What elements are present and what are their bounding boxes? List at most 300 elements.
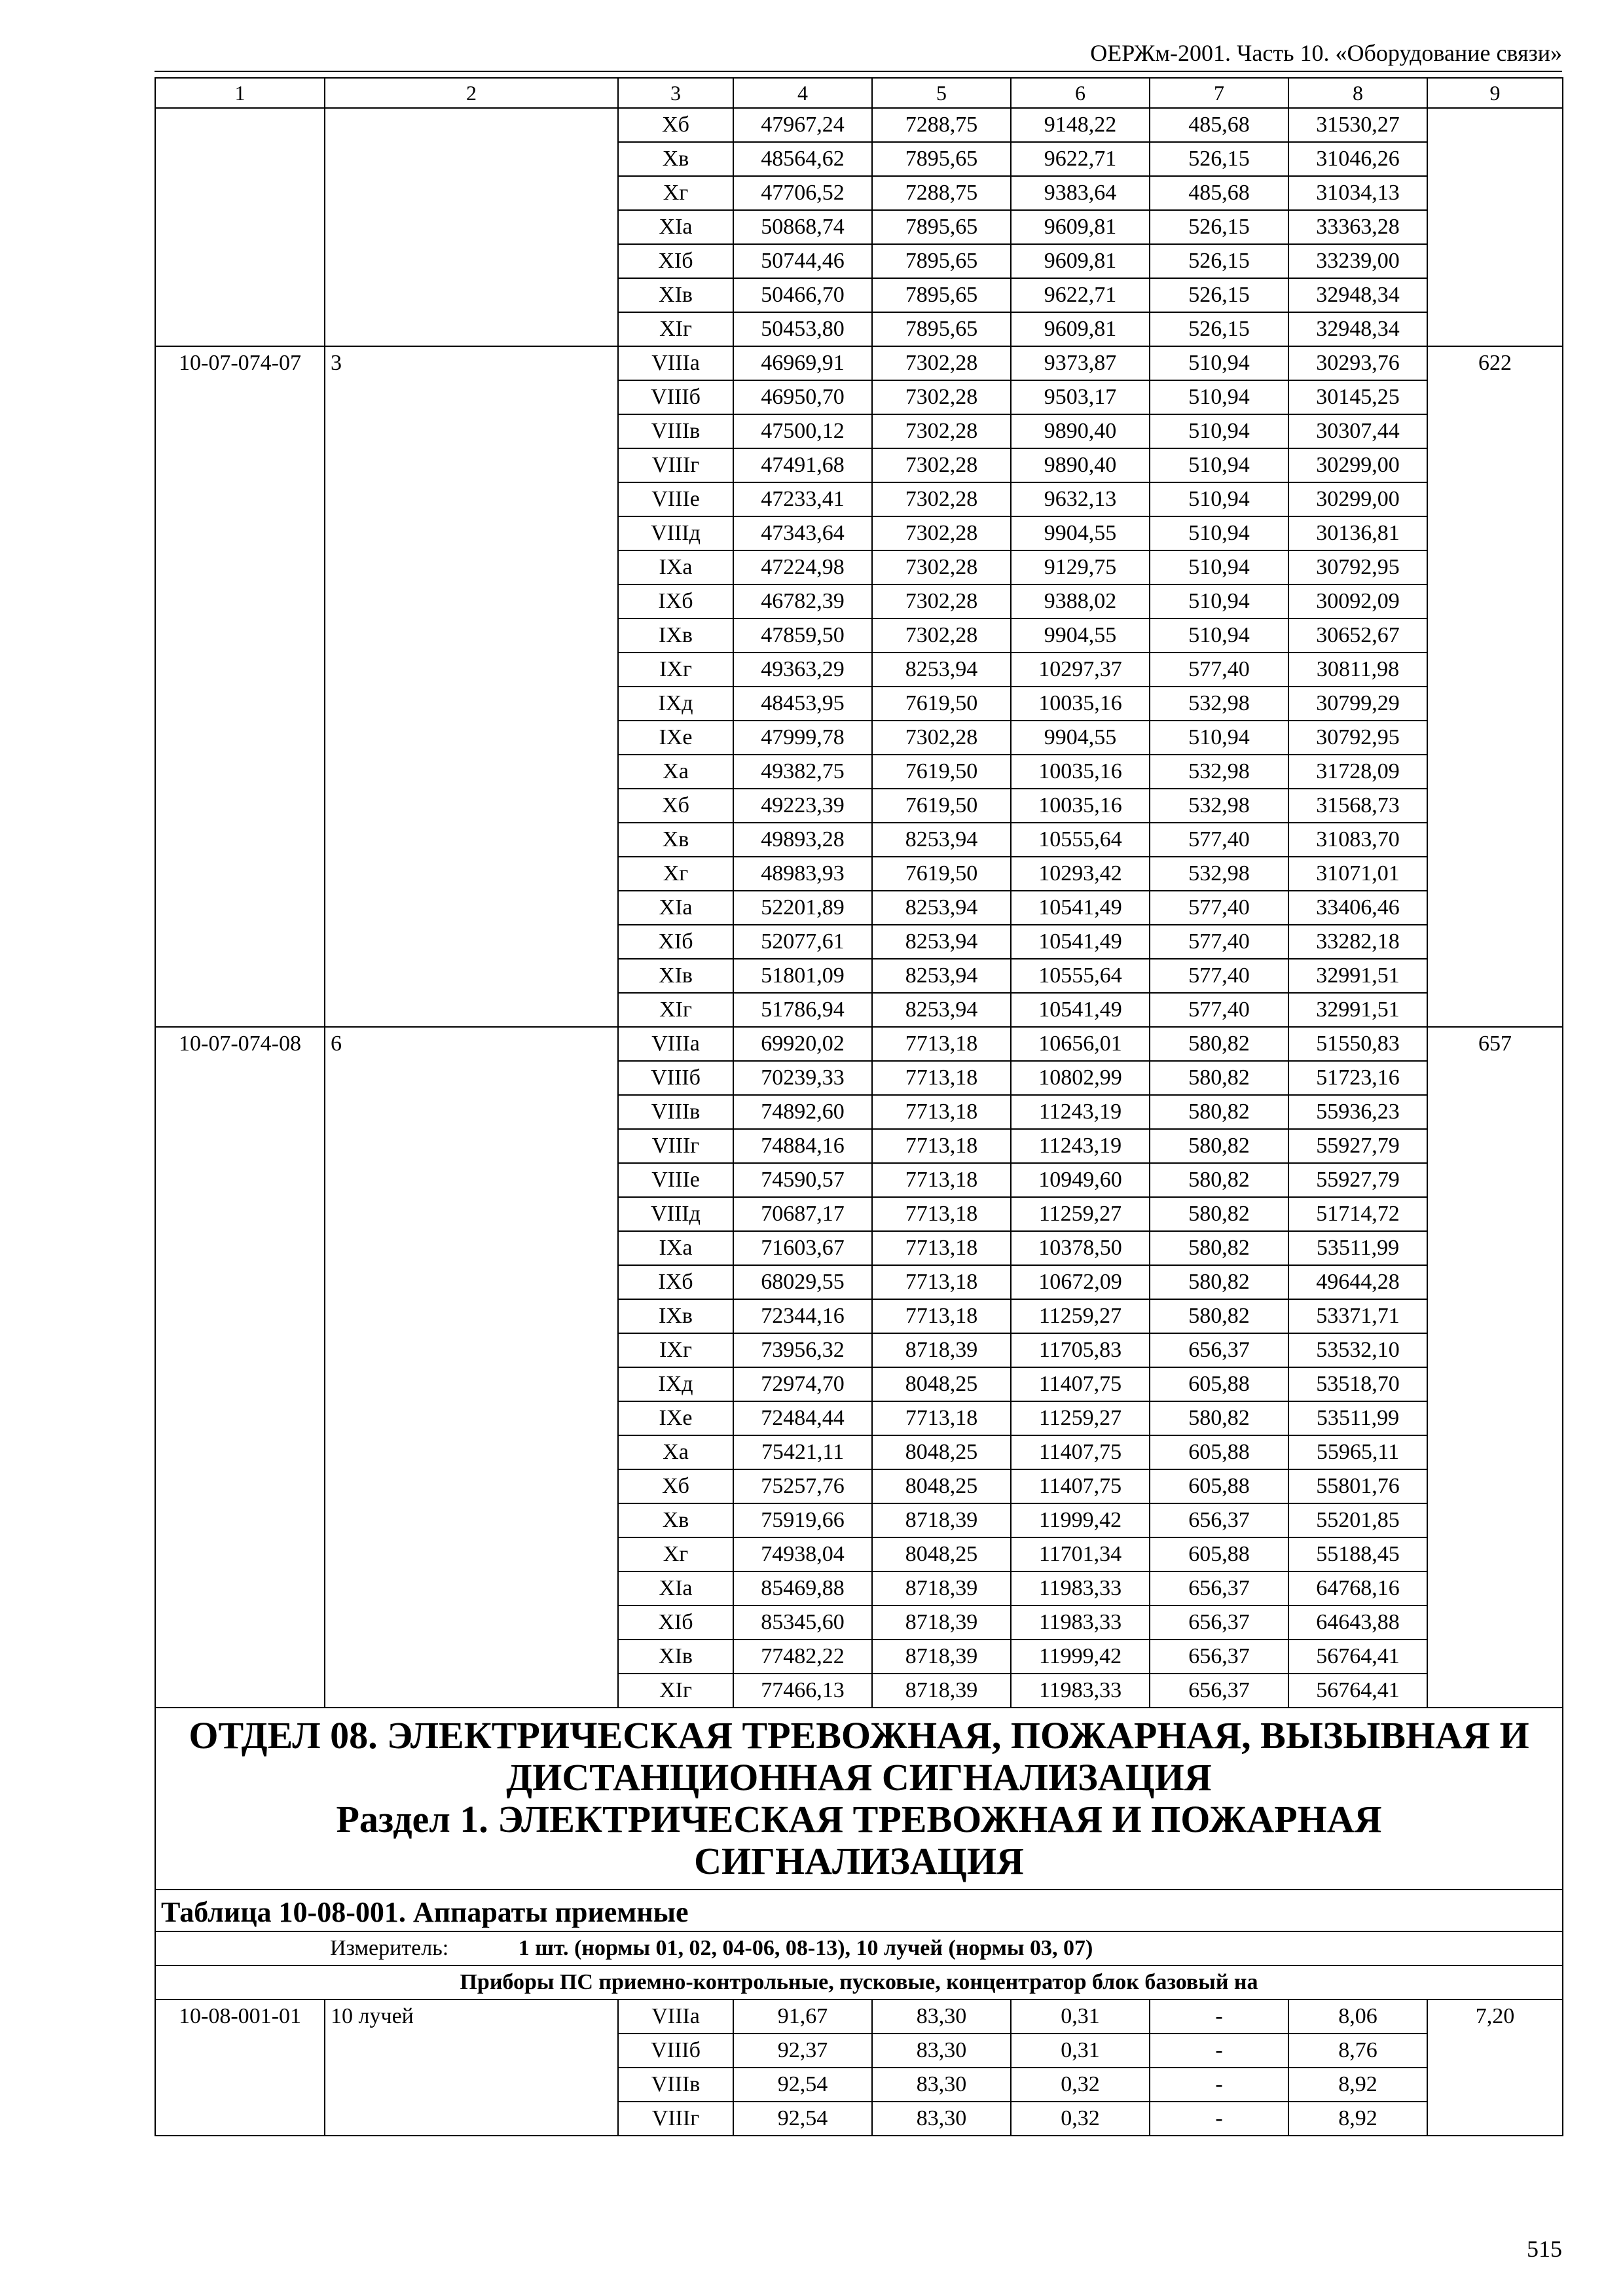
value-cell: 30652,67	[1288, 619, 1427, 653]
value-cell: 92,37	[733, 2034, 872, 2068]
zone-cell: Xб	[618, 789, 733, 823]
value-cell: 92,54	[733, 2102, 872, 2136]
section-heading-line: СИГНАЛИЗАЦИЯ	[694, 1840, 1024, 1882]
table-row	[155, 1027, 1563, 1061]
norm-group-10-08-001-01	[155, 2000, 1563, 2136]
value-cell: 11407,75	[1011, 1435, 1150, 1469]
value-cell: 31083,70	[1288, 823, 1427, 857]
value-cell: 55201,85	[1288, 1503, 1427, 1537]
value-cell: 72974,70	[733, 1367, 872, 1401]
value-cell: 56764,41	[1288, 1674, 1427, 1708]
value-cell: 49893,28	[733, 823, 872, 857]
value-cell: 8718,39	[872, 1571, 1011, 1605]
value-cell: 30293,76	[1288, 346, 1427, 380]
value-cell: 92,54	[733, 2068, 872, 2102]
value-cell: 9622,71	[1011, 278, 1150, 312]
value-cell: 30792,95	[1288, 721, 1427, 755]
value-cell: 47859,50	[733, 619, 872, 653]
column-number: 8	[1288, 78, 1427, 108]
value-cell: 74590,57	[733, 1163, 872, 1197]
value-cell: 33239,00	[1288, 244, 1427, 278]
value-cell: 9383,64	[1011, 176, 1150, 210]
value-cell: 510,94	[1150, 550, 1288, 584]
value-cell: 605,88	[1150, 1367, 1288, 1401]
value-cell: 8253,94	[872, 653, 1011, 687]
table-row	[155, 108, 1563, 142]
value-cell: 8,76	[1288, 2034, 1427, 2068]
value-cell: 9129,75	[1011, 550, 1150, 584]
value-cell: 53511,99	[1288, 1401, 1427, 1435]
value-cell: 11259,27	[1011, 1197, 1150, 1231]
value-cell: 10035,16	[1011, 687, 1150, 721]
value-cell: 580,82	[1150, 1231, 1288, 1265]
zone-cell: IXд	[618, 687, 733, 721]
value-cell: 510,94	[1150, 380, 1288, 414]
value-cell: 7302,28	[872, 482, 1011, 516]
value-cell: 9373,87	[1011, 346, 1150, 380]
value-cell: 46782,39	[733, 584, 872, 619]
table-row	[155, 346, 1563, 380]
value-cell: 33282,18	[1288, 925, 1427, 959]
zone-cell: IXг	[618, 653, 733, 687]
value-cell: 8718,39	[872, 1605, 1011, 1640]
value-cell: 46969,91	[733, 346, 872, 380]
norm-value: 657	[1427, 1027, 1563, 1708]
zone-cell: XIа	[618, 1571, 733, 1605]
zone-cell: Xв	[618, 142, 733, 176]
table-row	[155, 2000, 1563, 2034]
value-cell: 8718,39	[872, 1674, 1011, 1708]
value-cell: 532,98	[1150, 789, 1288, 823]
value-cell: 9890,40	[1011, 414, 1150, 448]
value-cell: 51723,16	[1288, 1061, 1427, 1095]
value-cell: 83,30	[872, 2068, 1011, 2102]
zone-cell: IXе	[618, 721, 733, 755]
value-cell: 7713,18	[872, 1163, 1011, 1197]
value-cell: 7895,65	[872, 142, 1011, 176]
value-cell: 532,98	[1150, 755, 1288, 789]
value-cell: 53511,99	[1288, 1231, 1427, 1265]
column-number: 5	[872, 78, 1011, 108]
value-cell: 656,37	[1150, 1640, 1288, 1674]
value-cell: 526,15	[1150, 142, 1288, 176]
section-heading-line: ДИСТАНЦИОННАЯ СИГНАЛИЗАЦИЯ	[506, 1756, 1212, 1799]
subheading-row	[155, 1965, 1563, 2000]
value-cell: -	[1150, 2000, 1288, 2034]
value-cell: 510,94	[1150, 482, 1288, 516]
value-cell: 7895,65	[872, 244, 1011, 278]
zone-cell: VIIIб	[618, 2034, 733, 2068]
column-number: 4	[733, 78, 872, 108]
value-cell: 30092,09	[1288, 584, 1427, 619]
value-cell: 31728,09	[1288, 755, 1427, 789]
value-cell: 10541,49	[1011, 925, 1150, 959]
rates-table-body	[155, 78, 1563, 108]
value-cell: 7713,18	[872, 1095, 1011, 1129]
value-cell: 580,82	[1150, 1061, 1288, 1095]
zone-cell: XIг	[618, 1674, 733, 1708]
value-cell: 47967,24	[733, 108, 872, 142]
value-cell: 55936,23	[1288, 1095, 1427, 1129]
value-cell: 7302,28	[872, 414, 1011, 448]
norm-code: 10-07-074-07	[155, 346, 325, 1027]
value-cell: 47500,12	[733, 414, 872, 448]
zone-cell: VIIIа	[618, 1027, 733, 1061]
value-cell: 656,37	[1150, 1503, 1288, 1537]
zone-cell: Xг	[618, 1537, 733, 1571]
norm-code	[155, 108, 325, 346]
value-cell: 7302,28	[872, 721, 1011, 755]
value-cell: 8718,39	[872, 1503, 1011, 1537]
value-cell: 11407,75	[1011, 1367, 1150, 1401]
value-cell: 532,98	[1150, 687, 1288, 721]
value-cell: 7619,50	[872, 789, 1011, 823]
value-cell: 7302,28	[872, 380, 1011, 414]
value-cell: 510,94	[1150, 346, 1288, 380]
value-cell: 30145,25	[1288, 380, 1427, 414]
zone-cell: XIв	[618, 278, 733, 312]
value-cell: 656,37	[1150, 1571, 1288, 1605]
norm-code: 10-07-074-08	[155, 1027, 325, 1708]
value-cell: 50466,70	[733, 278, 872, 312]
section-heading-row	[155, 1708, 1563, 1890]
value-cell: 11999,42	[1011, 1640, 1150, 1674]
value-cell: 7713,18	[872, 1265, 1011, 1299]
value-cell: 7619,50	[872, 857, 1011, 891]
section-heading-line: Раздел 1. ЭЛЕКТРИЧЕСКАЯ ТРЕВОЖНАЯ И ПОЖАРНАЯ	[336, 1798, 1382, 1840]
norm-description: 10 лучей	[325, 2000, 618, 2136]
value-cell: 7895,65	[872, 312, 1011, 346]
value-cell: 9503,17	[1011, 380, 1150, 414]
value-cell: 56764,41	[1288, 1640, 1427, 1674]
zone-cell: XIв	[618, 1640, 733, 1674]
value-cell: 7302,28	[872, 516, 1011, 550]
value-cell: 52201,89	[733, 891, 872, 925]
value-cell: 71603,67	[733, 1231, 872, 1265]
zone-cell: Xв	[618, 823, 733, 857]
value-cell: 9148,22	[1011, 108, 1150, 142]
value-cell: 0,32	[1011, 2102, 1150, 2136]
value-cell: 8,06	[1288, 2000, 1427, 2034]
column-number-row	[155, 78, 1563, 108]
value-cell: 7302,28	[872, 346, 1011, 380]
value-cell: 83,30	[872, 2000, 1011, 2034]
value-cell: 33363,28	[1288, 210, 1427, 244]
column-number: 1	[155, 78, 325, 108]
zone-cell: XIа	[618, 210, 733, 244]
value-cell: 11243,19	[1011, 1129, 1150, 1163]
value-cell: 32948,34	[1288, 312, 1427, 346]
value-cell: 7713,18	[872, 1231, 1011, 1265]
value-cell: 47706,52	[733, 176, 872, 210]
value-cell: 8718,39	[872, 1640, 1011, 1674]
value-cell: 526,15	[1150, 278, 1288, 312]
norm-description: 3	[325, 346, 618, 1027]
value-cell: 10378,50	[1011, 1231, 1150, 1265]
value-cell: 656,37	[1150, 1605, 1288, 1640]
zone-cell: IXа	[618, 1231, 733, 1265]
value-cell: 9904,55	[1011, 619, 1150, 653]
column-number: 9	[1427, 78, 1563, 108]
value-cell: 70687,17	[733, 1197, 872, 1231]
zone-cell: IXа	[618, 550, 733, 584]
value-cell: 9609,81	[1011, 244, 1150, 278]
zone-cell: XIв	[618, 959, 733, 993]
value-cell: -	[1150, 2102, 1288, 2136]
value-cell: 33406,46	[1288, 891, 1427, 925]
column-number: 6	[1011, 78, 1150, 108]
zone-cell: VIIIв	[618, 414, 733, 448]
value-cell: 605,88	[1150, 1537, 1288, 1571]
value-cell: 7302,28	[872, 550, 1011, 584]
value-cell: 0,31	[1011, 2034, 1150, 2068]
zone-cell: IXб	[618, 584, 733, 619]
value-cell: 0,31	[1011, 2000, 1150, 2034]
zone-cell: VIIIе	[618, 482, 733, 516]
value-cell: 8048,25	[872, 1435, 1011, 1469]
zone-cell: Xа	[618, 755, 733, 789]
value-cell: 510,94	[1150, 721, 1288, 755]
value-cell: 50868,74	[733, 210, 872, 244]
meter-value: 1 шт. (нормы 01, 02, 04-06, 08-13), 10 лучей (нормы 03, 07)	[518, 1936, 1093, 1960]
norm-value: 7,20	[1427, 2000, 1563, 2136]
value-cell: 49382,75	[733, 755, 872, 789]
value-cell: 49644,28	[1288, 1265, 1427, 1299]
value-cell: 7288,75	[872, 176, 1011, 210]
column-number: 3	[618, 78, 733, 108]
zone-cell: Xг	[618, 176, 733, 210]
value-cell: 580,82	[1150, 1265, 1288, 1299]
value-cell: 51550,83	[1288, 1027, 1427, 1061]
value-cell: 510,94	[1150, 448, 1288, 482]
value-cell: 9609,81	[1011, 210, 1150, 244]
value-cell: 47491,68	[733, 448, 872, 482]
value-cell: 7895,65	[872, 210, 1011, 244]
value-cell: 77466,13	[733, 1674, 872, 1708]
norm-code: 10-08-001-01	[155, 2000, 325, 2136]
value-cell: 7288,75	[872, 108, 1011, 142]
value-cell: 605,88	[1150, 1435, 1288, 1469]
value-cell: 8253,94	[872, 959, 1011, 993]
norm-value: 622	[1427, 346, 1563, 1027]
value-cell: 10555,64	[1011, 823, 1150, 857]
value-cell: 30299,00	[1288, 448, 1427, 482]
value-cell: 8718,39	[872, 1333, 1011, 1367]
value-cell: 64768,16	[1288, 1571, 1427, 1605]
value-cell: 510,94	[1150, 619, 1288, 653]
column-number: 2	[325, 78, 618, 108]
zone-cell: IXе	[618, 1401, 733, 1435]
value-cell: 10672,09	[1011, 1265, 1150, 1299]
value-cell: 580,82	[1150, 1027, 1288, 1061]
zone-cell: VIIIа	[618, 346, 733, 380]
meter-row	[155, 1931, 1563, 1965]
value-cell: 9622,71	[1011, 142, 1150, 176]
value-cell: 7302,28	[872, 619, 1011, 653]
zone-cell: IXв	[618, 619, 733, 653]
value-cell: 30799,29	[1288, 687, 1427, 721]
norm-description: 6	[325, 1027, 618, 1708]
value-cell: 46950,70	[733, 380, 872, 414]
value-cell: 10949,60	[1011, 1163, 1150, 1197]
value-cell: 11407,75	[1011, 1469, 1150, 1503]
value-cell: 510,94	[1150, 516, 1288, 550]
value-cell: 74884,16	[733, 1129, 872, 1163]
zone-cell: Xб	[618, 108, 733, 142]
value-cell: 49223,39	[733, 789, 872, 823]
value-cell: 64643,88	[1288, 1605, 1427, 1640]
value-cell: 510,94	[1150, 414, 1288, 448]
value-cell: 580,82	[1150, 1095, 1288, 1129]
value-cell: 8048,25	[872, 1367, 1011, 1401]
value-cell: 53532,10	[1288, 1333, 1427, 1367]
value-cell: 8048,25	[872, 1469, 1011, 1503]
value-cell: 8,92	[1288, 2102, 1427, 2136]
value-cell: 31071,01	[1288, 857, 1427, 891]
zone-cell: Xб	[618, 1469, 733, 1503]
value-cell: 50453,80	[733, 312, 872, 346]
value-cell: 51714,72	[1288, 1197, 1427, 1231]
value-cell: 7619,50	[872, 755, 1011, 789]
zone-cell: VIIIв	[618, 1095, 733, 1129]
value-cell: 10555,64	[1011, 959, 1150, 993]
value-cell: 49363,29	[733, 653, 872, 687]
value-cell: 85345,60	[733, 1605, 872, 1640]
value-cell: 55965,11	[1288, 1435, 1427, 1469]
value-cell: 7713,18	[872, 1027, 1011, 1061]
column-number: 7	[1150, 78, 1288, 108]
value-cell: 47224,98	[733, 550, 872, 584]
table-title: Таблица 10-08-001. Аппараты приемные	[155, 1890, 1563, 1931]
value-cell: 7713,18	[872, 1197, 1011, 1231]
value-cell: 7713,18	[872, 1299, 1011, 1333]
value-cell: 580,82	[1150, 1163, 1288, 1197]
zone-cell: IXд	[618, 1367, 733, 1401]
value-cell: 526,15	[1150, 210, 1288, 244]
value-cell: 577,40	[1150, 653, 1288, 687]
value-cell: 9632,13	[1011, 482, 1150, 516]
subheading: Приборы ПС приемно-контрольные, пусковые, концентратор блок базовый на	[155, 1965, 1563, 2000]
zone-cell: XIг	[618, 993, 733, 1027]
value-cell: 10802,99	[1011, 1061, 1150, 1095]
value-cell: 8253,94	[872, 891, 1011, 925]
zone-cell: IXв	[618, 1299, 733, 1333]
value-cell: 10293,42	[1011, 857, 1150, 891]
value-cell: 605,88	[1150, 1469, 1288, 1503]
value-cell: 48453,95	[733, 687, 872, 721]
value-cell: 577,40	[1150, 959, 1288, 993]
value-cell: 9609,81	[1011, 312, 1150, 346]
value-cell: 50744,46	[733, 244, 872, 278]
value-cell: 30299,00	[1288, 482, 1427, 516]
rates-table	[155, 77, 1563, 2136]
value-cell: 526,15	[1150, 312, 1288, 346]
zone-cell: XIг	[618, 312, 733, 346]
zone-cell: IXг	[618, 1333, 733, 1367]
value-cell: 577,40	[1150, 891, 1288, 925]
value-cell: 91,67	[733, 2000, 872, 2034]
value-cell: 8048,25	[872, 1537, 1011, 1571]
value-cell: 577,40	[1150, 823, 1288, 857]
zone-cell: VIIIд	[618, 516, 733, 550]
value-cell: 8253,94	[872, 925, 1011, 959]
value-cell: 7713,18	[872, 1061, 1011, 1095]
value-cell: 656,37	[1150, 1333, 1288, 1367]
value-cell: 9388,02	[1011, 584, 1150, 619]
value-cell: 32948,34	[1288, 278, 1427, 312]
value-cell: 30136,81	[1288, 516, 1427, 550]
value-cell: 75919,66	[733, 1503, 872, 1537]
value-cell: 656,37	[1150, 1674, 1288, 1708]
zone-cell: VIIIг	[618, 2102, 733, 2136]
value-cell: 30811,98	[1288, 653, 1427, 687]
value-cell: 8,92	[1288, 2068, 1427, 2102]
value-cell: 8253,94	[872, 823, 1011, 857]
value-cell: 7713,18	[872, 1129, 1011, 1163]
value-cell: 85469,88	[733, 1571, 872, 1605]
value-cell: 10541,49	[1011, 891, 1150, 925]
value-cell: 32991,51	[1288, 959, 1427, 993]
value-cell: 75421,11	[733, 1435, 872, 1469]
value-cell: 11999,42	[1011, 1503, 1150, 1537]
value-cell: 55188,45	[1288, 1537, 1427, 1571]
section-block	[155, 1708, 1563, 2000]
zone-cell: VIIIв	[618, 2068, 733, 2102]
zone-cell: Xв	[618, 1503, 733, 1537]
value-cell: 52077,61	[733, 925, 872, 959]
zone-cell: XIа	[618, 891, 733, 925]
value-cell: 532,98	[1150, 857, 1288, 891]
value-cell: 7895,65	[872, 278, 1011, 312]
value-cell: 48564,62	[733, 142, 872, 176]
norm-group-10-07-074-08	[155, 1027, 1563, 1708]
value-cell: 30792,95	[1288, 550, 1427, 584]
table-title-row	[155, 1890, 1563, 1931]
value-cell: 72484,44	[733, 1401, 872, 1435]
value-cell: 74892,60	[733, 1095, 872, 1129]
value-cell: 7302,28	[872, 448, 1011, 482]
value-cell: 47233,41	[733, 482, 872, 516]
norm-description	[325, 108, 618, 346]
value-cell: 9904,55	[1011, 721, 1150, 755]
value-cell: 580,82	[1150, 1401, 1288, 1435]
value-cell: 510,94	[1150, 584, 1288, 619]
value-cell: 11983,33	[1011, 1571, 1150, 1605]
value-cell: 0,32	[1011, 2068, 1150, 2102]
zone-cell: XIб	[618, 244, 733, 278]
value-cell: 51801,09	[733, 959, 872, 993]
value-cell: 10297,37	[1011, 653, 1150, 687]
value-cell: 55801,76	[1288, 1469, 1427, 1503]
value-cell: 31034,13	[1288, 176, 1427, 210]
value-cell: 55927,79	[1288, 1163, 1427, 1197]
value-cell: 55927,79	[1288, 1129, 1427, 1163]
value-cell: 69920,02	[733, 1027, 872, 1061]
header-rule	[155, 71, 1562, 72]
page-header: ОЕРЖм-2001. Часть 10. «Оборудование связи»	[1090, 40, 1562, 66]
value-cell: 47343,64	[733, 516, 872, 550]
value-cell: 10541,49	[1011, 993, 1150, 1027]
zone-cell: VIIIг	[618, 448, 733, 482]
value-cell: 72344,16	[733, 1299, 872, 1333]
zone-cell: VIIIг	[618, 1129, 733, 1163]
continuation-group	[155, 108, 1563, 346]
value-cell: 485,68	[1150, 176, 1288, 210]
value-cell: 10035,16	[1011, 755, 1150, 789]
value-cell: 526,15	[1150, 244, 1288, 278]
value-cell: 73956,32	[733, 1333, 872, 1367]
zone-cell: VIIIб	[618, 380, 733, 414]
